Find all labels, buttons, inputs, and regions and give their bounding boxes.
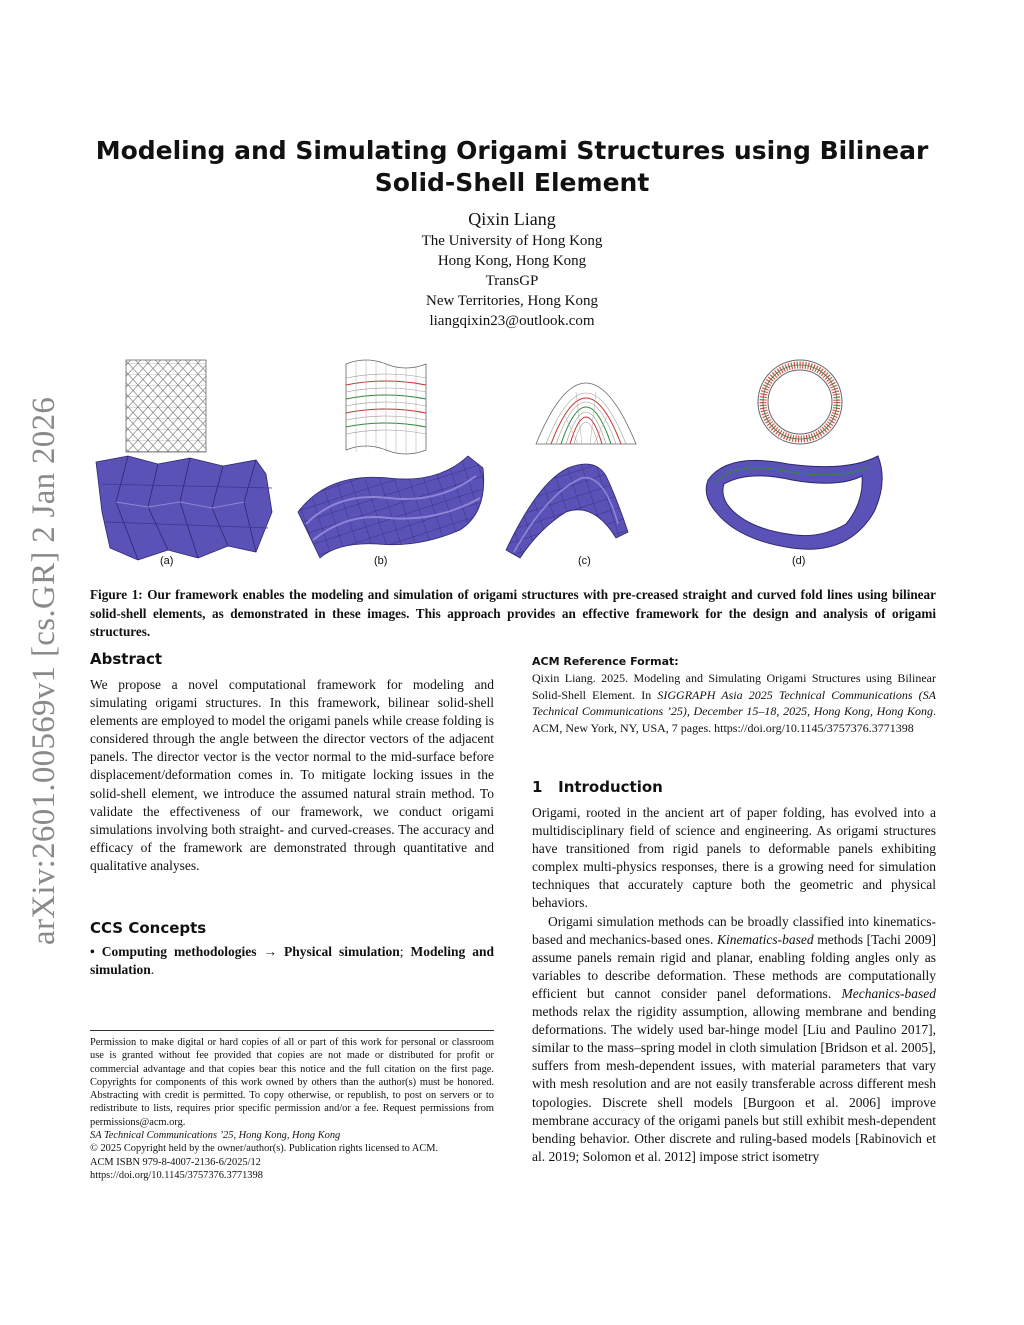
ccs-term: Physical simulation — [284, 944, 400, 959]
panel-b-crease-pattern — [346, 360, 426, 454]
intro-text: methods [Tachi 2009] assume panels remain rigid and planar, enabling folding angles only as variables to describe deformation. These methods are computationally efficient but cannot consider panel deformations. — [532, 931, 936, 1001]
section-title: Introduction — [558, 778, 663, 796]
intro-emphasis: Mechanics-based — [841, 985, 936, 1001]
paper-title: Modeling and Simulating Origami Structures using Bilinear Solid-Shell Element — [95, 136, 929, 197]
panel-label-a: (a) — [160, 555, 174, 567]
panel-c-crease-pattern — [536, 383, 636, 444]
arxiv-id: arXiv:2601.00569v1 [cs.GR] 2 Jan 2026 — [26, 396, 62, 945]
acm-reference-end: . ACM, New York, NY, USA, 7 pages. https://doi.org/10.1145/3757376.3771398 — [532, 704, 936, 735]
intro-paragraph-2 — [532, 913, 936, 1166]
ccs-bullet: • — [90, 944, 95, 959]
panel-d-crease-pattern — [758, 360, 842, 444]
permission-copyright: © 2025 Copyright held by the owner/author(s). Publication rights licensed to ACM. — [90, 1143, 439, 1155]
affiliation-line: New Territories, Hong Kong — [426, 293, 598, 309]
introduction-heading — [532, 778, 936, 796]
intro-paragraph-1: Origami, rooted in the ancient art of paper folding, has evolved into a multidisciplinary field of science and engineering. As origami structures have transitioned from rigid panels to deformable panels exhibiting complex multi-physics responses, there is a growing need for simulation techniques that accurately capture both the geometric and physical behaviors. — [532, 805, 936, 911]
panel-d-folded-mesh — [706, 456, 882, 549]
panel-label-b: (b) — [374, 555, 388, 567]
panel-label-d: (d) — [792, 555, 806, 567]
abstract-heading: Abstract — [90, 650, 163, 668]
permission-text: Permission to make digital or hard copies of all or part of this work for personal or classroom use is granted without fee provided that copies are not made or distributed for profit or commercial advantage and that copies bear this notice and the full citation on the first page. Copyrights for components of this work owned by others than the author(s) must be honored. Abstracting with credit is permitted. To copy otherwise, or republish, to post on servers or to redistribute to lists, requires prior specific permission and/or a fee. Request permissions from permissions@acm.org. — [90, 1037, 494, 1128]
ccs-separator: ; — [399, 944, 404, 959]
introduction-body — [532, 804, 936, 1166]
panel-label-c: (c) — [578, 555, 591, 567]
affiliation-line: The University of Hong Kong — [421, 233, 603, 249]
section-number: 1 — [532, 778, 543, 796]
acm-reference-text — [532, 670, 936, 736]
panel-a-crease-pattern — [126, 360, 206, 452]
figure-1 — [88, 352, 938, 574]
permission-doi[interactable]: https://doi.org/10.1145/3757376.3771398 — [90, 1169, 263, 1181]
ccs-term: Modeling and simulation — [90, 944, 495, 978]
abstract-text: We propose a novel computational framework for modeling and simulating origami structures. In this framework, bilinear solid-shell elements are employed to model the origami panels while crease folding is considered through the angle between the director vectors of the adjacent panels. The director vector is the vector normal to the mid-surface before displacement/deformation comes in. To mitigate locking issues in the solid-shell element, we introduce the assumed natural strain method. To validate the effectiveness of our framework, we conduct origami simulations involving both straight- and curved-creases. The accuracy and efficacy of the framework are demonstrated through quantitative and qualitative analyses. — [90, 677, 494, 873]
permission-block — [90, 1036, 494, 1182]
acm-reference-start: Qixin Liang. 2025. Modeling and Simulating Origami Structures using Bilinear Solid-Shell Element. In — [532, 671, 936, 702]
acm-reference-venue: SIGGRAPH Asia 2025 Technical Communications (SA Technical Communications ’25), December 15–18, 2025, Hong Kong, Hong Kong — [532, 687, 936, 718]
intro-emphasis: Kinematics-based — [716, 931, 814, 947]
panel-b-folded-mesh — [298, 456, 484, 558]
intro-text: Origami simulation methods can be broadly classified into kinematics-based and mechanics-based ones. — [532, 913, 936, 947]
permission-isbn: ACM ISBN 979-8-4007-2136-6/2025/12 — [90, 1156, 261, 1168]
affiliation-line: Hong Kong, Hong Kong — [437, 253, 587, 269]
footnote-rule — [90, 1030, 494, 1031]
author-email: liangqixin23@outlook.com — [429, 313, 595, 329]
panel-c-folded-mesh — [506, 464, 628, 558]
ccs-term: Computing methodologies — [101, 944, 257, 959]
figure-caption: Figure 1: Our framework enables the modeling and simulation of origami structures with pre-creased straight and curved fold lines using bilinear solid-shell elements, as demonstrated in these images. This approach provides an effective framework for the design and analysis of origami structures. — [90, 587, 936, 639]
arxiv-stamp — [26, 380, 86, 945]
ccs-arrow: → — [263, 944, 277, 959]
intro-text: methods relax the rigidity assumption, allowing membrane and bending deformations. The widely used bar-hinge model [Liu and Paulino 2017], similar to the mass–spring model in cloth simulation [Bridson et al. 2005], suffers from mesh-dependent issues, with material parameters that vary with mesh resolution and are not easily transferable across different mesh topologies. Discrete shell models [Burgoon et al. 2006] improve membrane accuracy of the origami panels but still exhibit mesh-dependent bending behavior. Other discrete and ruling-based models [Rabinovich et al. 2019; Solomon et al. 2012] impose strict isometry — [532, 1004, 936, 1164]
ccs-heading: CCS Concepts — [90, 919, 207, 937]
author-name: Qixin Liang — [468, 209, 556, 229]
ccs-concepts — [90, 943, 494, 979]
ccs-end: . — [150, 962, 155, 978]
panel-a-folded-mesh — [96, 456, 272, 560]
permission-venue: SA Technical Communications ’25, Hong Kong, Hong Kong — [90, 1130, 341, 1142]
author-block — [300, 207, 724, 331]
acm-reference-heading: ACM Reference Format: — [532, 655, 679, 668]
affiliation-line: TransGP — [485, 273, 539, 289]
